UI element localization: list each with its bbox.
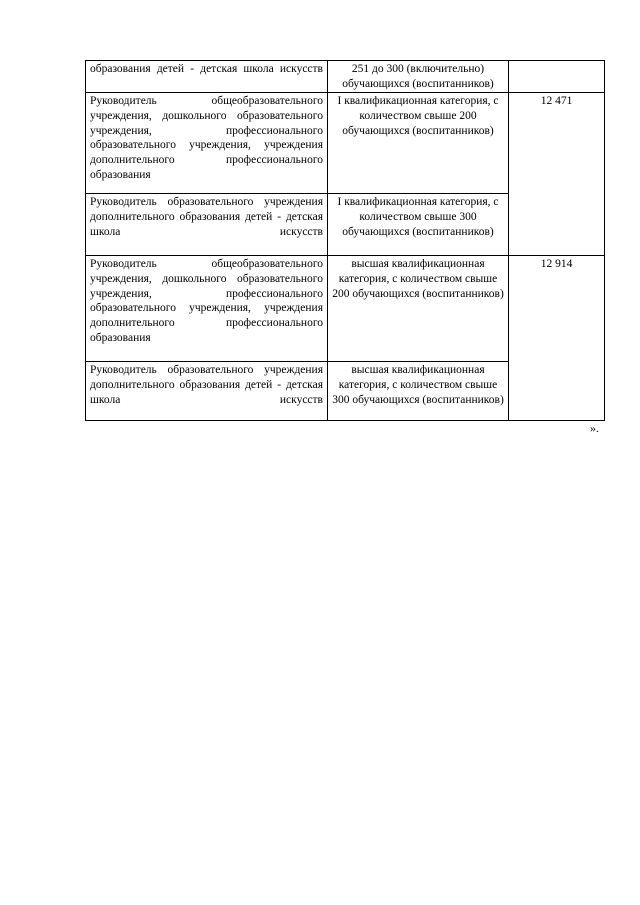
position-cell [86,256,328,362]
category-text: высшая квалификационная категория, с количеством свыше 200 обучающихся (воспитанников) [332,258,504,300]
category-text: I квалификационная категория, с количеством свыше 200 обучающихся (воспитанников) [337,95,499,137]
table-row [86,93,605,194]
category-text: высшая квалификационная категория, с количеством свыше 300 обучающихся (воспитанников) [332,364,504,406]
salary-table [85,60,605,421]
category-cell [328,93,509,194]
category-text: 251 до 300 (включительно) обучающихся (воспитанников) [342,63,494,90]
position-text: Руководитель общеобразовательного учреждения, дошкольного образовательного учреждения, профессионального образовательного учреждения, учреждения дополнительного профессионального образования [90,258,323,344]
salary-text: 12 914 [540,258,573,270]
salary-cell [509,61,605,93]
position-text: Руководитель общеобразовательного учреждения, дошкольного образовательного учреждения, профессионального образовательного учреждения, учреждения дополнительного профессионального образования [90,95,323,181]
salary-text: 12 471 [540,95,573,107]
position-text: Руководитель образовательного учреждения дополнительного образования детей - детская школа искусств [90,196,323,238]
category-cell [328,61,509,93]
salary-cell [509,93,605,256]
table-row [86,256,605,362]
position-text: образования детей - детская школа искусств [90,63,323,75]
position-text: Руководитель образовательного учреждения дополнительного образования детей - детская школа искусств [90,364,323,406]
table-row [86,61,605,93]
category-cell [328,256,509,362]
closing-quote-mark: ». [590,421,599,435]
position-cell [86,61,328,93]
position-cell [86,362,328,421]
category-cell [328,194,509,256]
salary-cell [509,256,605,421]
category-cell [328,362,509,421]
position-cell [86,93,328,194]
category-text: I квалификационная категория, с количеством свыше 300 обучающихся (воспитанников) [337,196,499,238]
position-cell [86,194,328,256]
